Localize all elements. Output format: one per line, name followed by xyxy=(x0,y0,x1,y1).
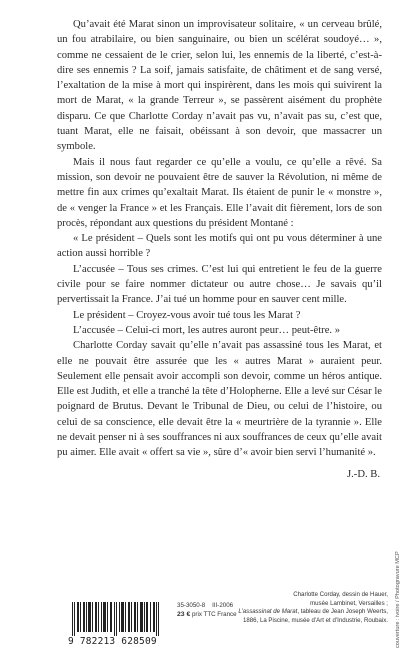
paragraph-1: Qu’avait été Marat sinon un improvisateur solitaire, « un cerveau brûlé, un fou atrabilaire, ou bien sanguinaire, ou bien un scélérat soudoyé… », comme ne cessaient de le crier, selon lui, les ennemis de la liberté, c’est-à-dire ses ennemis ? La soif, jamais satisfaite, de châtiment et de sang versé, l’exaltation de la mise à mort qui inspirèrent, dans les mois qui suivirent la mort de Marat, « la grande Terreur », se passèrent aisément du prophète disparu. Ce que Charlotte Corday n’avait pas vu, n’avait pas su, c’est que, tuant Marat, elle ne faisait, obéissant à son devoir, que massacrer un symbole. xyxy=(57,19,382,153)
caption-line-4: 1886, La Piscine, musée d’Art et d’Industrie, Roubaix. xyxy=(243,616,388,624)
barcode-icon xyxy=(68,602,164,636)
caption-line-1: Charlotte Corday, dessin de Hauer, xyxy=(293,591,388,598)
quote-president-1: « Le président – Quels sont les motifs qui ont pu vous déterminer à une action aussi horrible ? xyxy=(57,233,382,260)
edition-code: 35-3050-8 xyxy=(177,602,206,609)
caption-line-3 xyxy=(238,608,388,617)
author-signature: J.-D. B. xyxy=(347,468,380,480)
caption-line-3-rest: , tableau de Jean Joseph Weerts, xyxy=(297,608,388,616)
vertical-credit: couverture : ivoire / Photogravure MCP xyxy=(395,551,401,648)
body-text xyxy=(57,17,382,482)
cover-caption xyxy=(238,591,388,625)
paragraph-3: Charlotte Corday savait qu’elle n’avait pas assassiné tous les Marat, et elle ne pouvait être assurée que les « autres Marat » auraient peur. Seulement elle pensait avoir accompli son devoir, comme un héros antique. Elle est Judith, et elle a tranché la tête d’Holopherne. Elle a levé sur César le poignard de Brutus. Devant le Tribunal de Dieu, ou celui de l’histoire, ou celui de sa conscience, elle devait être la « meurtrière de la tyrannie ». Elle ne devait penser ni à ses souffrances ni aux souffrances de ceux qu’elle avait pu aimer. Elle avait « offert sa vie », sûre d’« avoir bien servi l’humanité ». xyxy=(57,340,382,459)
quote-accused-1: L’accusée – Tous ses crimes. C’est lui qui entretient le feu de la guerre civile pour se faire nommer dictateur ou autre chose… Je savais qu’il pervertissait la France. J’ai tué un homme pour en sauver cent mille. xyxy=(57,263,382,306)
price: 23 € xyxy=(177,610,191,618)
barcode-area xyxy=(68,602,237,648)
edition-date: III-2006 xyxy=(212,602,234,609)
quote-accused-2: L’accusée – Celui-ci mort, les autres auront peur… peut-être. » xyxy=(73,324,341,336)
price-label: prix TTC France xyxy=(191,610,237,618)
painting-title: L’assassinat de Marat xyxy=(238,608,298,616)
caption-line-2: musée Lambinet, Versailles ; xyxy=(310,599,388,607)
barcode-digits: 9 782213 628509 xyxy=(68,636,157,647)
quote-president-2: Le président – Croyez-vous avoir tué tous les Marat ? xyxy=(73,309,301,321)
paragraph-2: Mais il nous faut regarder ce qu’elle a voulu, ce qu’elle a rêvé. Sa mission, son devoir ne pouvaient être de sauver la Révolution, ni même de mettre fin aux crimes qu’exaltait Marat. Ils étaient de punir le « monstre », de « venger la France » et les Français. Elle l’avait dit fièrement, lors de son procès, répondant aux questions du président Montané : xyxy=(57,156,382,229)
